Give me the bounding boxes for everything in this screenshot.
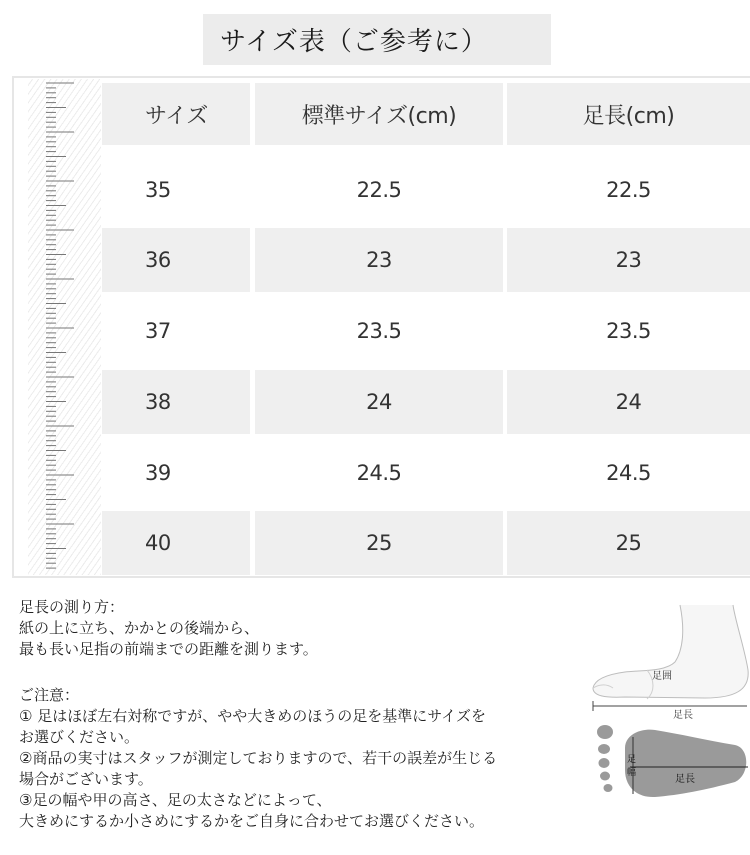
foot-length-value: 23	[615, 248, 642, 272]
standard-size-value: 23	[366, 248, 392, 272]
table-row	[102, 152, 250, 227]
size-cell: 40	[145, 531, 171, 555]
foot-length-value: 24	[615, 390, 642, 414]
toe-big	[597, 725, 613, 739]
foot-length-cell	[507, 228, 750, 292]
foot-measurement-illustration	[585, 600, 750, 825]
header-size	[102, 83, 250, 145]
ruler-graphic	[28, 79, 101, 575]
note-line: 場合がございます。	[19, 770, 153, 788]
size-cell: 37	[145, 319, 171, 343]
foot-sole-view	[597, 725, 748, 797]
table-row	[102, 228, 250, 292]
standard-size-cell	[255, 370, 503, 434]
standard-size-value: 25	[366, 531, 392, 555]
header-standard-size-label: 標準サイズ(cm)	[301, 103, 457, 129]
header-foot-length-label: 足長(cm)	[582, 103, 675, 129]
toe	[599, 758, 610, 768]
page-title	[203, 14, 551, 65]
foot-length-cell	[507, 436, 750, 510]
standard-size-cell	[255, 294, 503, 368]
standard-size-value: 24	[366, 390, 392, 414]
standard-size-cell	[255, 511, 503, 575]
foot-length-cell	[507, 511, 750, 575]
foot-length-value: 22.5	[606, 177, 651, 202]
standard-size-value: 23.5	[356, 319, 402, 343]
standard-size-cell	[255, 152, 503, 227]
note-line: お選びください。	[19, 728, 140, 746]
header-size-label: サイズ	[145, 103, 208, 129]
table-row	[102, 370, 250, 434]
standard-size-value: 22.5	[356, 177, 402, 202]
page-title-text: サイズ表（ご参考に）	[220, 27, 488, 57]
toe	[604, 784, 613, 792]
note-line: ③足の幅や甲の高さ、足の太さなどによって、	[19, 791, 332, 809]
foot-length-cell	[507, 152, 750, 227]
length-label-side: 足長	[673, 710, 693, 721]
sole-shape	[625, 730, 746, 797]
foot-length-value: 24.5	[606, 461, 651, 485]
girth-label: 足囲	[652, 671, 672, 682]
toe	[598, 744, 610, 754]
size-cell: 39	[145, 461, 171, 485]
notes-section	[19, 685, 497, 832]
table-row	[102, 436, 250, 510]
table-row	[102, 294, 250, 368]
foot-length-cell	[507, 294, 750, 368]
size-cell: 38	[145, 390, 171, 414]
measure-line: 紙の上に立ち、かかとの後端から、	[19, 619, 260, 637]
measure-line: 最も長い足指の前端までの距離を測ります。	[19, 640, 318, 658]
size-cell: 36	[145, 248, 171, 272]
foot-length-cell	[507, 370, 750, 434]
note-line: ① 足はほぼ左右対称ですが、やや大きめのほうの足を基準にサイズを	[19, 707, 487, 725]
length-label-sole: 足長	[675, 774, 695, 785]
note-line: ②商品の実寸はスタッフが測定しておりますので、若干の誤差が生じる	[19, 749, 498, 767]
standard-size-cell	[255, 228, 503, 292]
notes-heading: ご注意：	[19, 686, 80, 704]
measure-heading: 足長の測り方：	[19, 598, 125, 616]
header-foot-length	[507, 83, 750, 145]
table-row	[102, 511, 250, 575]
ruler-ticks	[28, 79, 101, 575]
width-label-2: 幅	[627, 768, 637, 778]
standard-size-value: 24.5	[356, 461, 402, 485]
foot-length-value: 25	[615, 531, 642, 555]
toe	[600, 772, 610, 781]
foot-side-view	[593, 605, 748, 721]
width-label-1: 足	[627, 755, 637, 765]
foot-length-value: 23.5	[606, 319, 651, 343]
standard-size-cell	[255, 436, 503, 510]
header-standard-size	[255, 83, 503, 145]
note-line: 大きめにするか小さめにするかをご自身に合わせてお選びください。	[19, 812, 485, 830]
measure-section	[19, 597, 318, 660]
size-cell: 35	[145, 177, 171, 202]
